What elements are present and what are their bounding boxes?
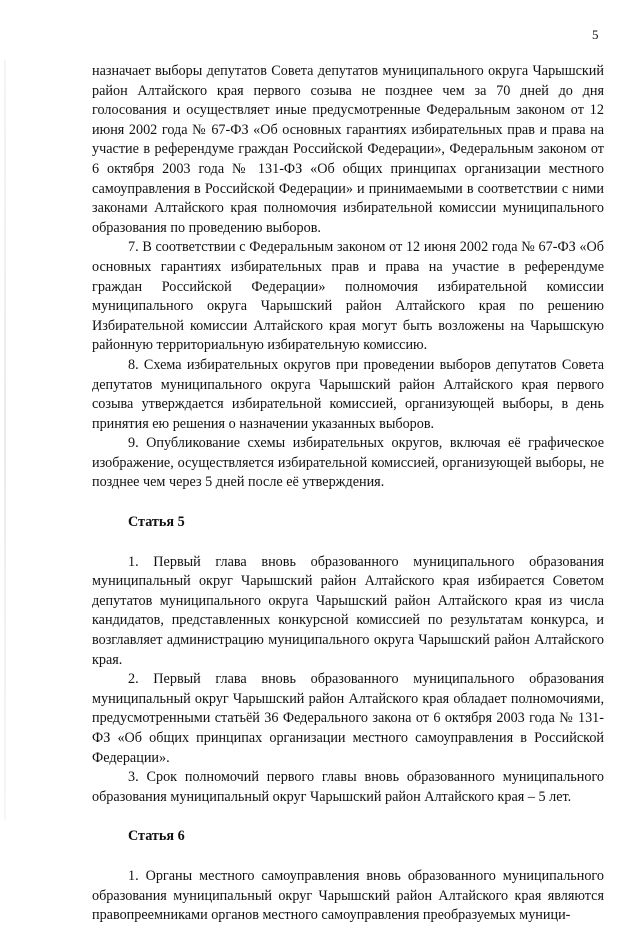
paragraph-item-8: 8. Схема избирательных округов при проведении выборов депутатов Совета депутатов муниципального округа Чарышский район Алтайского края первого созыва утверждается избирательной комиссией, организующей выборы, в день принятия ею решения о назначении указанных выборов. [92,356,604,432]
document-body [92,62,604,926]
page-number: 5 [592,27,599,42]
article-5-heading: Статья 5 [128,514,185,531]
article-6-paragraph-1: 1. Органы местного самоуправления вновь образованного муниципального образования муниципальный округ Чарышский район Алтайского края являются правопреемниками органов местного самоуправления преобразуемых муници- [92,867,604,924]
paragraph-continuation: назначает выборы депутатов Совета депутатов муниципального округа Чарышский район Алтайского края первого созыва не позднее чем за 70 дней до дня голосования и осуществляет иные предусмотренные Федеральным законом от 12 июня 2002 года № 67-ФЗ «Об основных гарантиях избирательных прав и права на участие в референдуме граждан Российской Федерации», Федеральным законом от 6 октября 2003 года № 131-ФЗ «Об общих принципах организации местного самоуправления в Российской Федерации» и принимаемыми в соответствии с ними законами Алтайского края полномочия избирательной комиссии муниципального образования по проведению выборов. [92,63,604,236]
paragraph-item-7: 7. В соответствии с Федеральным законом от 12 июня 2002 года № 67-ФЗ «Об основных гарантиях избирательных прав и права на участие в референдуме граждан Российской Федерации» полномочия избирательной комиссии муниципального округа Чарышский район Алтайского края по решению Избирательной комиссии Алтайского края могут быть возложены на Чарышскую районную территориальную избирательную комиссию. [92,239,604,354]
article-5-paragraph-1: 1. Первый глава вновь образованного муниципального образования муниципальный округ Чарышский район Алтайского края избирается Советом депутатов муниципального округа Чарышский район Алтайского края из числа кандидатов, представленных конкурсной комиссией по результатам конкурса, и возглавляет администрацию муниципального округа Чарышский район Алтайского края. [92,553,604,668]
article-5-paragraph-3: 3. Срок полномочий первого главы вновь образованного муниципального образования муниципальный округ Чарышский район Алтайского края – 5 лет. [92,769,604,805]
article-6-heading: Статья 6 [128,828,185,845]
left-margin-scan-noise [4,60,6,820]
article-5-paragraph-2: 2. Первый глава вновь образованного муниципального образования муниципальный округ Чарышский район Алтайского края обладает полномочиями, предусмотренными статьёй 36 Федерального закона от 6 октября 2003 года № 131-ФЗ «Об общих принципах организации местного самоуправления в Российской Федерации». [92,671,604,766]
paragraph-item-9: 9. Опубликование схемы избирательных округов, включая её графическое изображение, осуществляется избирательной комиссией, организующей выборы, не позднее чем через 5 дней после её утверждения. [92,435,604,491]
